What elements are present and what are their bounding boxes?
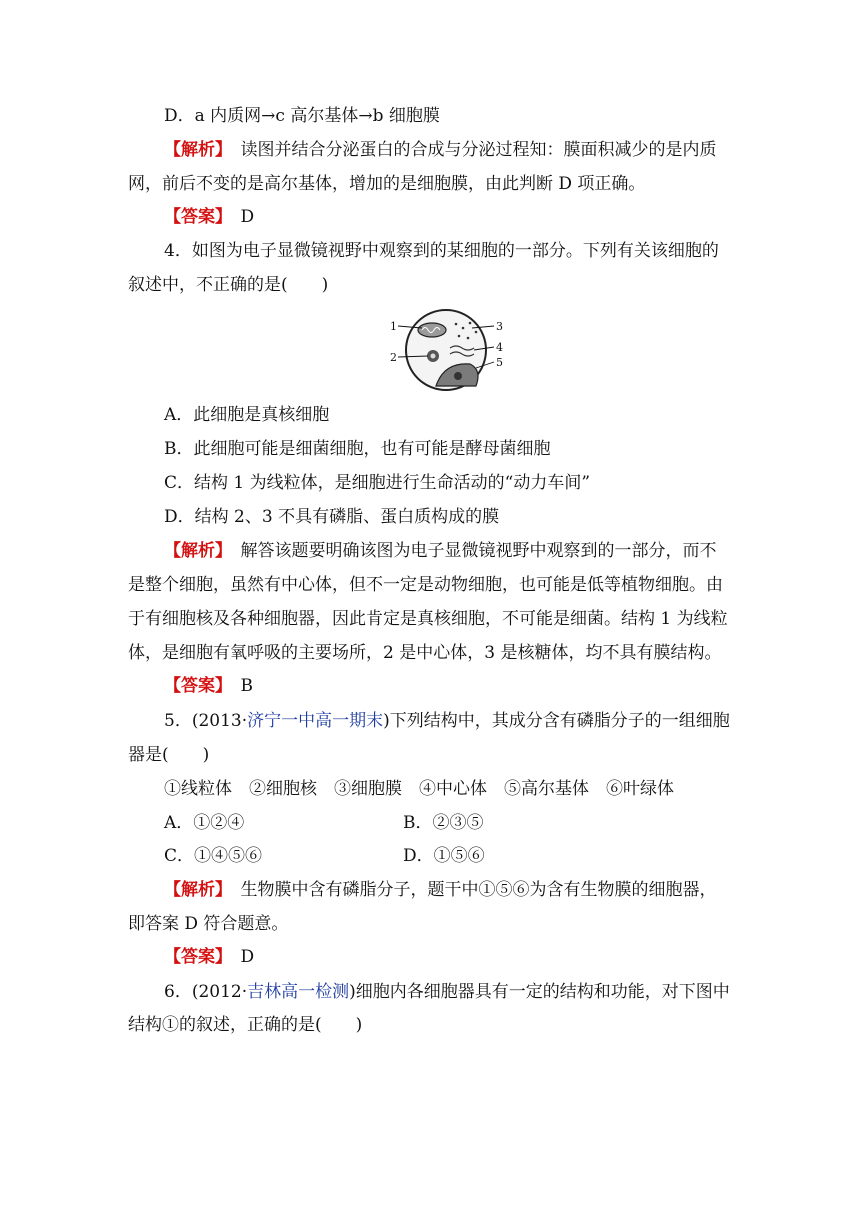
figure-label-1: 1: [390, 320, 397, 333]
cell-micrograph-figure: [384, 306, 508, 398]
q3-option-d: D．a 内质网→c 高尔基体→b 细胞膜: [164, 106, 440, 126]
q4-analysis-line-1: [164, 539, 717, 563]
q6-stem-line-1: [164, 980, 730, 1004]
answer-value: D: [240, 207, 255, 227]
q3-analysis-line-2: 网，前后不变的是高尔基体，增加的是细胞膜，由此判断 D 项正确。: [128, 174, 646, 194]
q5-items: ①线粒体 ②细胞核 ③细胞膜 ④中心体 ⑤高尔基体 ⑥叶绿体: [164, 779, 674, 799]
q5-option-d: D．①⑤⑥: [403, 846, 485, 866]
analysis-tag: 【解析】: [164, 140, 224, 160]
q4-analysis-line-2: 是整个细胞，虽然有中心体，但不一定是动物细胞，也可能是低等植物细胞。由: [128, 575, 723, 595]
question-source: 济宁一中高一期末: [247, 711, 384, 731]
q4-stem-line-2: 叙述中，不正确的是( ): [128, 275, 329, 295]
figure-label-4: 4: [496, 341, 503, 354]
analysis-tag: 【解析】: [164, 880, 224, 900]
q3-answer: [164, 205, 254, 229]
stem-text: )细胞内各细胞器具有一定的结构和功能，对下图中: [349, 982, 730, 1002]
q5-option-c: C．①④⑤⑥: [164, 846, 263, 866]
q4-option-b: B．此细胞可能是细菌细胞，也有可能是酵母菌细胞: [164, 439, 551, 459]
q5-option-a: A．①②④: [164, 813, 245, 833]
answer-value: B: [240, 676, 253, 696]
q5-stem-line-1: [164, 709, 730, 733]
q4-analysis-line-3: 于有细胞核及各种细胞器，因此肯定是真核细胞，不可能是细菌。结构 1 为线粒: [128, 609, 728, 629]
q5-option-b: B．②③⑤: [403, 813, 484, 833]
answer-tag: 【答案】: [164, 947, 224, 967]
answer-tag: 【答案】: [164, 676, 224, 696]
figure-label-5: 5: [496, 356, 503, 369]
q4-analysis-line-4: 体，是细胞有氧呼吸的主要场所，2 是中心体，3 是核糖体，均不具有膜结构。: [128, 643, 722, 663]
q4-option-a: A．此细胞是真核细胞: [164, 405, 330, 425]
q4-option-c: C．结构 1 为线粒体，是细胞进行生命活动的“动力车间”: [164, 473, 591, 493]
q4-option-d: D．结构 2、3 不具有磷脂、蛋白质构成的膜: [164, 507, 500, 527]
question-number: 5．(2013·: [164, 711, 248, 731]
q5-analysis-line-1: [164, 878, 717, 902]
question-number: 6．(2012·: [164, 982, 248, 1002]
q5-stem-line-2: 器是( ): [128, 745, 210, 765]
q6-stem-line-2: 结构①的叙述，正确的是( ): [128, 1015, 363, 1035]
analysis-text: 生物膜中含有磷脂分子，题干中①⑤⑥为含有生物膜的细胞器，: [240, 880, 717, 900]
analysis-text: 读图并结合分泌蛋白的合成与分泌过程知：膜面积减少的是内质: [240, 140, 717, 160]
q5-answer: [164, 945, 254, 969]
figure-label-3: 3: [496, 320, 503, 333]
q4-stem-line-1: 4．如图为电子显微镜视野中观察到的某细胞的一部分。下列有关该细胞的: [164, 241, 719, 261]
analysis-tag: 【解析】: [164, 541, 224, 561]
q3-analysis-line-1: [164, 138, 717, 162]
question-source: 吉林高一检测: [247, 982, 350, 1002]
q4-answer: [164, 674, 253, 698]
figure-label-2: 2: [390, 351, 397, 364]
q5-analysis-line-2: 即答案 D 符合题意。: [128, 914, 289, 934]
answer-tag: 【答案】: [164, 207, 224, 227]
analysis-text: 解答该题要明确该图为电子显微镜视野中观察到的一部分，而不: [240, 541, 717, 561]
answer-value: D: [240, 947, 255, 967]
stem-text: )下列结构中，其成分含有磷脂分子的一组细胞: [383, 711, 730, 731]
